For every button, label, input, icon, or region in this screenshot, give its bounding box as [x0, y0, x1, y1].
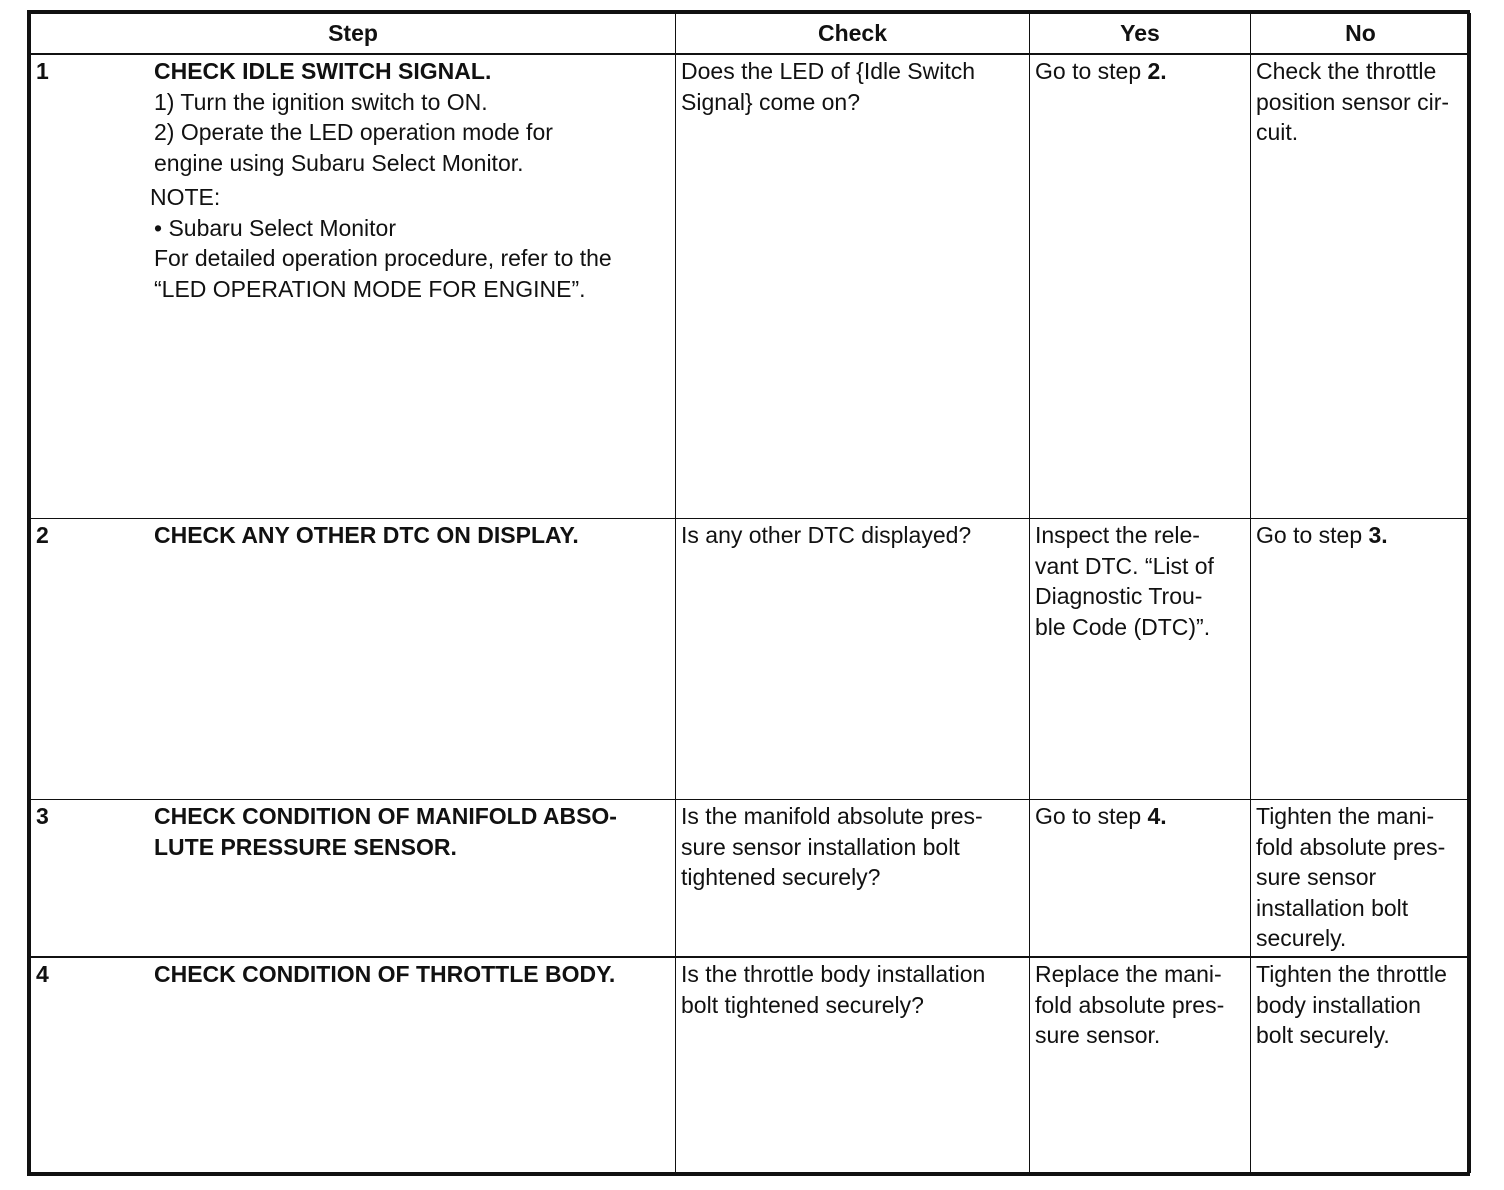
yes-line: fold absolute pres-: [1035, 991, 1225, 1018]
yes-prefix: Go to step: [1035, 58, 1148, 84]
header-no: No: [1251, 14, 1471, 55]
step-title: CHECK IDLE SWITCH SIGNAL.: [154, 58, 492, 84]
check-line: Is any other DTC displayed?: [681, 522, 972, 548]
yes-line: [1035, 56, 1245, 87]
diagnostic-table: [30, 13, 1471, 1173]
no-cell-2: [1251, 519, 1471, 800]
no-cell-4: [1251, 957, 1471, 1173]
yes-prefix: Go to step: [1035, 803, 1148, 829]
header-step: Step: [31, 14, 676, 55]
no-line: Tighten the mani-: [1256, 803, 1435, 829]
substep-line: 1) Turn the ignition switch to ON.: [154, 88, 488, 115]
check-cell-4: [676, 957, 1030, 1173]
substep-line: engine using Subaru Select Monitor.: [154, 149, 524, 176]
step-number: 3: [36, 803, 49, 829]
check-line: Is the manifold absolute pres-: [681, 803, 983, 829]
no-line: securely.: [1256, 925, 1347, 951]
table-row-step-1: [31, 54, 1471, 519]
diagnostic-table-container: [27, 10, 1470, 1176]
no-cell-3: [1251, 800, 1471, 958]
check-line: Signal} come on?: [681, 88, 861, 115]
check-cell-1: [676, 54, 1030, 519]
substep-line: 2) Operate the LED operation mode for: [154, 119, 553, 145]
table-row-step-4: [31, 957, 1471, 1173]
note-line: For detailed operation procedure, refer to the: [154, 245, 612, 271]
yes-line: Diagnostic Trou-: [1035, 583, 1203, 609]
no-line: cuit.: [1256, 119, 1299, 145]
note-line: “LED OPERATION MODE FOR ENGINE”.: [154, 275, 586, 302]
step-number: 4: [36, 961, 49, 987]
check-cell-2: [676, 519, 1030, 800]
yes-cell-1: [1030, 54, 1251, 519]
no-line: [1256, 520, 1465, 551]
no-line: position sensor cir-: [1256, 88, 1450, 115]
check-line: tightened securely?: [681, 864, 881, 890]
step-title: CHECK CONDITION OF MANIFOLD ABSO-: [154, 803, 617, 829]
yes-cell-2: [1030, 519, 1251, 800]
check-cell-3: [676, 800, 1030, 958]
yes-line: sure sensor.: [1035, 1022, 1161, 1048]
yes-line: [1035, 801, 1245, 832]
no-line: body installation: [1256, 991, 1421, 1018]
step-cell-2: [31, 519, 676, 800]
no-line: sure sensor: [1256, 864, 1377, 890]
no-line: Tighten the throttle: [1256, 961, 1447, 987]
note-block: [150, 182, 665, 304]
check-line: bolt tightened securely?: [681, 991, 924, 1018]
yes-line: ble Code (DTC)”.: [1035, 613, 1211, 640]
no-line: bolt securely.: [1256, 1022, 1390, 1048]
check-line: Is the throttle body installation: [681, 961, 986, 987]
header-check: Check: [676, 14, 1030, 55]
no-line: Check the throttle: [1256, 58, 1437, 84]
yes-step-ref: 4.: [1147, 803, 1167, 829]
step-cell-4: [31, 957, 676, 1173]
yes-line: Inspect the rele-: [1035, 522, 1200, 548]
step-number: 2: [36, 522, 49, 548]
step-title: CHECK CONDITION OF THROTTLE BODY.: [154, 961, 616, 987]
no-step-ref: 3.: [1368, 522, 1388, 548]
no-line: fold absolute pres-: [1256, 833, 1446, 860]
yes-cell-3: [1030, 800, 1251, 958]
yes-step-ref: 2.: [1147, 58, 1167, 84]
yes-line: vant DTC. “List of: [1035, 552, 1214, 579]
check-line: sure sensor installation bolt: [681, 833, 960, 860]
table-row-step-2: [31, 519, 1471, 800]
step-title: LUTE PRESSURE SENSOR.: [154, 833, 457, 860]
yes-cell-4: [1030, 957, 1251, 1173]
yes-line: Replace the mani-: [1035, 961, 1222, 987]
check-line: Does the LED of {Idle Switch: [681, 58, 976, 84]
table-row-step-3: [31, 800, 1471, 958]
no-prefix: Go to step: [1256, 522, 1369, 548]
step-cell-1: [31, 54, 676, 519]
table-header-row: [31, 14, 1471, 55]
step-cell-3: [31, 800, 676, 958]
no-cell-1: [1251, 54, 1471, 519]
step-title: CHECK ANY OTHER DTC ON DISPLAY.: [154, 522, 579, 548]
note-label: NOTE:: [150, 184, 221, 210]
step-number: 1: [36, 58, 49, 84]
header-yes: Yes: [1030, 14, 1251, 55]
note-bullet: • Subaru Select Monitor: [154, 214, 397, 241]
no-line: installation bolt: [1256, 894, 1409, 921]
